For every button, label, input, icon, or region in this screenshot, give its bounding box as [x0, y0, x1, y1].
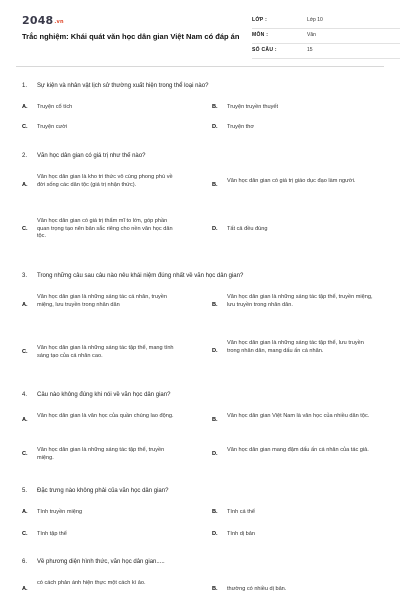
meta-row-class: [252, 14, 400, 29]
meta-row-count: [252, 44, 400, 59]
meta-value: 15: [307, 47, 313, 53]
meta-value: Văn: [307, 32, 316, 38]
page-title: Trắc nghiệm: Khái quát văn học dân gian Việt Nam có đáp án: [22, 32, 240, 41]
question-text: 5. Đặc trưng nào không phải của văn học dân gian?: [22, 488, 169, 494]
question-text: 3. Trong những câu sau câu nào nêu khái niệm đúng nhất về văn học dân gian?: [22, 273, 244, 279]
question-text: 1. Sự kiện và nhân vật lịch sử thường xuất hiện trong thể loại nào?: [22, 83, 209, 89]
meta-table: [252, 14, 400, 59]
meta-label: MÔN :: [252, 32, 269, 38]
header-divider: [16, 66, 384, 67]
question-5: 5. Đặc trưng nào không phải của văn học dân gian? A. Tính truyền miệng B. Tính cá thể C. Tính tập thể D. Tính dị bản: [22, 487, 382, 543]
question-1: 1. Sự kiện và nhân vật lịch sử thường xuất hiện trong thể loại nào? A. Truyện cổ tích B. Truyện truyền thuyết C. Truyện cười D. Truyện thơ: [22, 82, 382, 138]
question-3: 3. Trong những câu sau câu nào nêu khái niệm đúng nhất về văn học dân gian? A. Văn học dân gian là những sáng tác cá nhân, truyền miệng, lưu truyền trong nhân dân B. Văn học dân gian là những sáng tác tập thể, truyền miệng, lưu truyền trong nhân dân. C. Văn học dân gian là những sáng tác tập thể, mang tính sáng tạo của cá nhân cao. D. Văn học dân gian là những sáng tác tập thể, lưu truyền trong nhân dân, mang dấu ấn cá nhân.: [22, 272, 382, 376]
meta-label: LỚP :: [252, 17, 268, 23]
meta-value: Lớp 10: [307, 17, 323, 23]
site-logo[interactable]: 2048.vn: [22, 14, 64, 27]
worksheet-header: [22, 14, 382, 60]
question-6: 6. Về phương diện hình thức, văn học dân gian..... A. có cách phản ánh hiện thực một cách kì ảo. B. thường có nhiều dị bản.: [22, 558, 382, 600]
question-text: 4. Câu nào không đúng khi nói về văn học dân gian?: [22, 392, 171, 398]
meta-row-subject: [252, 29, 400, 44]
question-4: 4. Câu nào không đúng khi nói về văn học dân gian? A. Văn học dân gian là văn học của quần chúng lao động. B. Văn học dân gian Việt Nam là văn học của nhiều dân tộc. C. Văn học dân gian là những sáng tác tập thể, truyền miệng. D. Văn học dân gian mang đậm dấu ấn cá nhân của tác giả.: [22, 391, 382, 475]
question-text: 6. Về phương diện hình thức, văn học dân gian.....: [22, 559, 165, 565]
question-2: 2. Văn học dân gian có giá trị như thế nào? A. Văn học dân gian là kho tri thức vô cùng phong phú về đời sống các dân tộc (giá trị nhận thức). B. Văn học dân gian có giá trị giáo dục đạo làm người. C. Văn học dân gian có giá trị thẩm mĩ to lớn, góp phần quan trọng tạo nên bản sắc riêng cho nền văn học dân tộc. D. Tất cả đều đúng: [22, 152, 382, 252]
question-text: 2. Văn học dân gian có giá trị như thế nào?: [22, 153, 146, 159]
meta-label: SỐ CÂU :: [252, 47, 277, 53]
